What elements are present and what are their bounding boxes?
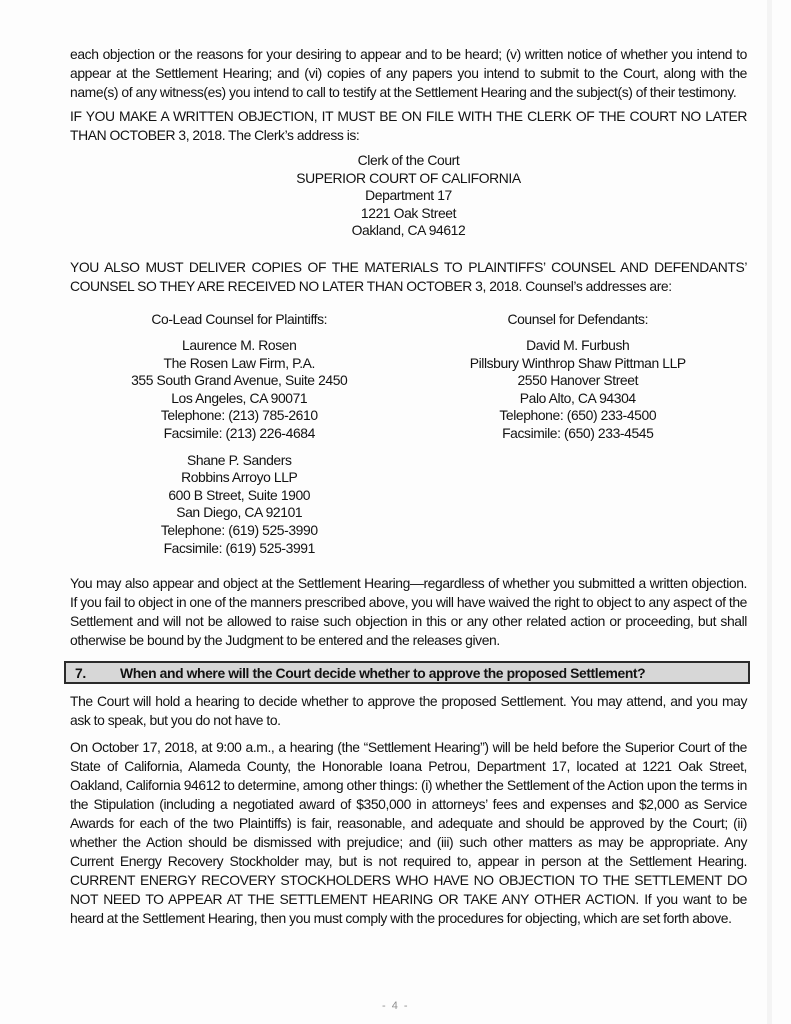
address-line: David M. Furbush [526,336,630,353]
plaintiffs-counsel-header: Co-Lead Counsel for Plaintiffs: [151,310,328,327]
defendants-counsel-header: Counsel for Defendants: [507,310,649,327]
paragraph-court-hearing: The Court will hold a hearing to decide whether to approve the proposed Settlement. You may attend, and you may ask to speak, but you do not have to. [70,693,747,729]
counsel-addresses-row-2 [70,452,747,558]
address-line: 600 B Street, Suite 1900 [168,486,311,503]
address-line: The Rosen Law Firm, P.A. [163,354,315,371]
section-title: When and where will the Court decide whether to approve the proposed Settlement? [120,664,646,681]
clerk-address-line: 1221 Oak Street [360,204,457,221]
address-line: Facsimile: (213) 226-4684 [163,424,315,441]
paragraph-written-objection-deadline: IF YOU MAKE A WRITTEN OBJECTION, IT MUST BE ON FILE WITH THE CLERK OF THE COURT NO LATER THAN OCTOBER 3, 2018. The Clerk’s address is: [70,108,747,143]
address-line: 355 South Grand Avenue, Suite 2450 [131,372,348,389]
empty-column [409,452,748,558]
page-content [70,45,747,928]
defendants-counsel-address-furbush [409,337,748,443]
clerk-address-line: SUPERIOR COURT OF CALIFORNIA [296,169,521,186]
address-line: Laurence M. Rosen [182,336,297,353]
address-line: Los Angeles, CA 90071 [171,389,308,406]
clerk-address-block [70,152,747,240]
section-number: 7. [75,664,86,681]
paragraph-appear-object: You may also appear and object at the Settlement Hearing—regardless of whether you submitted a written objection. If you fail to object in one of the manners prescribed above, you will have waived the right to object to any aspect of the Settlement and will not be allowed to raise such objection in this or any other related action or proceeding, but shall otherwise be bound by the Judgment to be entered and the releases given. [70,575,747,649]
address-line: San Diego, CA 92101 [176,504,303,521]
address-line: Telephone: (619) 525-3990 [160,521,318,538]
clerk-address-line: Clerk of the Court [357,152,460,168]
clerk-address-line: Department 17 [365,187,452,204]
clerk-address-line: Oakland, CA 94612 [351,222,466,239]
address-line: Facsimile: (650) 233-4545 [502,424,654,441]
address-line: Facsimile: (619) 525-3991 [163,539,315,556]
address-line: 2550 Hanover Street [517,372,639,389]
plaintiffs-counsel-address-sanders [70,452,409,558]
paragraph-deliver-copies: YOU ALSO MUST DELIVER COPIES OF THE MATERIALS TO PLAINTIFFS’ COUNSEL AND DEFENDANTS’ COUNSEL SO THEY ARE RECEIVED NO LATER THAN OCTOBER 3, 2018. Counsel’s addresses are: [70,258,747,294]
scan-artifact-line [767,0,772,1024]
address-line: Palo Alto, CA 94304 [519,389,636,406]
counsel-headers-row [70,310,747,328]
address-line: Telephone: (650) 233-4500 [499,407,657,424]
address-line: Telephone: (213) 785-2610 [160,407,318,424]
address-line: Pillsbury Winthrop Shaw Pittman LLP [469,354,686,371]
paragraph-hearing-details: On October 17, 2018, at 9:00 a.m., a hearing (the “Settlement Hearing”) will be held before the Superior Court of the State of California, Alameda County, the Honorable Ioana Petrou, Department 17, located at 1221 Oak Street, Oakland, California 94612 to determine, among other things: (i) whether the Settlement of the Action upon the terms in the Stipulation (including a negotiated award of $350,000 in attorneys’ fees and expenses and $2,000 as Service Awards for each of the two Plaintiffs) is fair, reasonable, and adequate and should be approved by the Court; (ii) whether the Action should be dismissed with prejudice; and (iii) such other matters as may be appropriate. Any Current Energy Recovery Stockholder may, but is not required to, appear in person at the Settlement Hearing. CURRENT ENERGY RECOVERY STOCKHOLDERS WHO HAVE NO OBJECTION TO THE SETTLEMENT DO NOT NEED TO APPEAR AT THE SETTLEMENT HEARING OR TAKE ANY OTHER ACTION. If you want to be heard at the Settlement Hearing, then you must comply with the procedures for objecting, which are set forth above. [70,739,747,927]
address-line: Robbins Arroyo LLP [181,469,298,486]
address-line: Shane P. Sanders [186,451,292,468]
counsel-addresses-row [70,337,747,443]
page-number: - 4 - [381,1000,410,1012]
plaintiffs-counsel-address-rosen [70,337,409,443]
section-7-header [64,661,750,684]
paragraph-objection-requirements: each objection or the reasons for your desiring to appear and to be heard; (v) written notice of whether you intend to appear at the Settlement Hearing; and (vi) copies of any papers you intend to submit to the Court, along with the name(s) of any witness(es) you intend to call to testify at the Settlement Hearing and the subject(s) of their testimony. [70,46,747,100]
